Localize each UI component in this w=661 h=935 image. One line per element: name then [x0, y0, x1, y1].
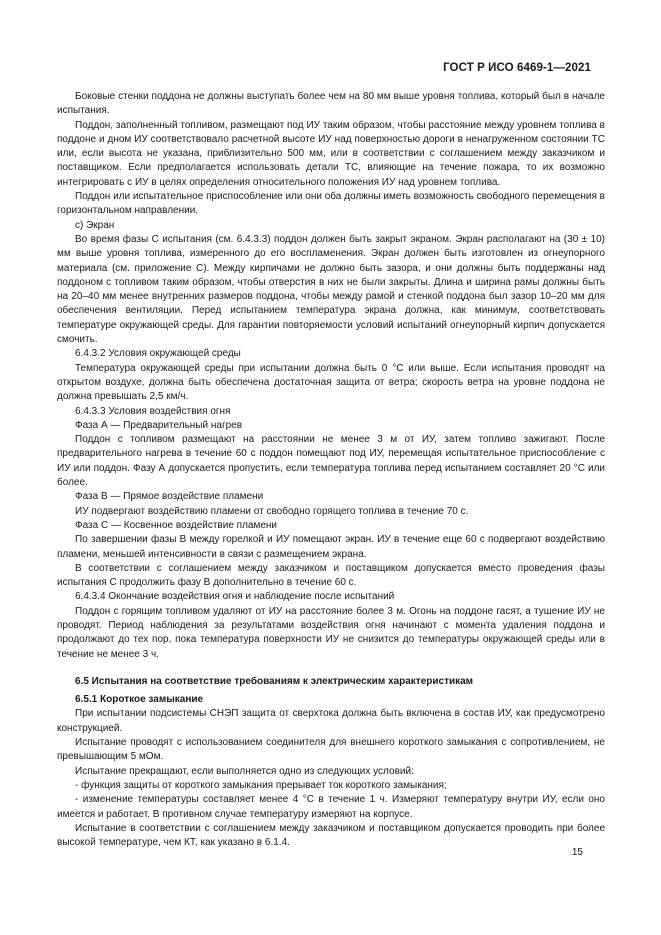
section-heading: 6.5 Испытания на соответствие требованиям к электрическим характеристикам	[75, 675, 474, 687]
paragraph: Температура окружающей среды при испытании должна быть 0 °C или выше. Если испытания проводят на открытом воздухе, должна быть обеспечена достаточная защита от ветра; скорость ветра на уровне поддона не должна превышать 2,5 км/ч.	[57, 362, 605, 403]
subheading: 6.4.3.3 Условия воздействия огня	[75, 405, 231, 417]
paragraph: Поддон с горящим топливом удаляют от ИУ на расстояние более 3 м. Огонь на поддоне гасят, а тушение ИУ не проводят. Период наблюдения за результатами воздействия огня начинают с момента удаления поддона и продолжают до тех пор, пока температура поверхности ИУ не снизится до температуры окружающей среды или в течение не менее 3 ч.	[57, 605, 605, 660]
subheading: c) Экран	[75, 219, 115, 231]
paragraph: Боковые стенки поддона не должны выступать более чем на 80 мм выше уровня топлива, который был в начале испытания.	[57, 91, 605, 117]
subheading: Фаза В — Прямое воздействие пламени	[75, 491, 264, 503]
paragraph: Во время фазы С испытания (см. 6.4.3.3) поддон должен быть закрыт экраном. Экран располагают на (30 ± 10) мм выше уровня топлива, измеренного до его воспламенения. Экран должен быть изготовлен из огнеупорного материала (см. приложение С). Между кирпичами не должно быть зазора, и они должны быть поддержаны над поддоном с топливом таким образом, чтобы отверстия в них не были закрыты. Длина и ширина рамы должны быть на 20–40 мм менее внутренних размеров поддона, чтобы между рамой и стенкой поддона был зазор 10–20 мм для обеспечения вентиляции. Перед испытанием температура экрана должна, как минимум, соответствовать температуре окружающей среды. Для гарантии повторяемости условий испытаний огнеупорный кирпич допускается смочить.	[57, 233, 605, 346]
paragraph: Поддон с топливом размещают на расстоянии не менее 3 м от ИУ, затем топливо зажигают. После предварительного нагрева в течение 60 с поддон помещают под ИУ, перемещая испытательное приспособление с ИУ или поддон. Фазу А допускается пропустить, если температура топлива перед испытанием составляет 20 °C или более.	[57, 434, 605, 489]
subheading: Фаза С — Косвенное воздействие пламени	[75, 519, 278, 531]
list-item: - функция защиты от короткого замыкания прерывает ток короткого замыкания;	[75, 779, 447, 791]
paragraph: По завершении фазы В между горелкой и ИУ помещают экран. ИУ в течение еще 60 с подвергают воздействию пламени, меньшей интенсивности в связи с размещением экрана.	[57, 534, 605, 560]
paragraph: При испытании подсистемы СНЭП защита от сверхтока должна быть включена в состав ИУ, как предусмотрено конструкцией.	[57, 708, 605, 734]
subsection-heading: 6.5.1 Короткое замыкание	[75, 694, 204, 706]
document-body	[57, 90, 605, 850]
paragraph: В соответствии с соглашением между заказчиком и поставщиком допускается вместо проведения фазы испытания С продолжить фазу В дополнительно в течение 60 с.	[57, 562, 605, 589]
subheading: Фаза А — Предварительный нагрев	[75, 419, 243, 431]
subheading: 6.4.3.4 Окончание воздействия огня и наблюдение после испытаний	[75, 591, 395, 603]
paragraph: Поддон или испытательное приспособление или они оба должны иметь возможность свободного перемещения в горизонтальном направлении.	[57, 191, 605, 217]
paragraph: Испытание прекращают, если выполняется одно из следующих условий:	[75, 765, 414, 777]
document-header: ГОСТ Р ИСО 6469-1—2021	[443, 62, 591, 74]
subheading: 6.4.3.2 Условия окружающей среды	[75, 348, 241, 360]
page-number: 15	[571, 847, 583, 858]
paragraph: Поддон, заполненный топливом, размещают под ИУ таким образом, чтобы расстояние между уровнем топлива в поддоне и дном ИУ соответствовало расчетной высоте ИУ над поверхностью дороги в ненагруженном состоянии ТС или, если высота не указана, приблизительно 500 мм, или в соответствии с соглашением между заказчиком и поставщиком. Если предполагается использовать детали ТС, влияющие на течение пожара, то их возможно интегрировать с ИУ в целях определения относительного положения ИУ над уровнем топлива.	[57, 119, 605, 188]
list-item: - изменение температуры составляет менее 4 °C в течение 1 ч. Измеряют температуру внутри ИУ, если оно имеется и работает. В противном случае температуру измеряют на корпусе.	[57, 794, 605, 820]
paragraph: ИУ подвергают воздействию пламени от свободно горящего топлива в течение 70 с.	[75, 505, 469, 517]
paragraph: Испытание в соответствии с соглашением между заказчиком и поставщиком допускается проводить при более высокой температуре, чем КТ, как указано в 6.1.4.	[57, 822, 605, 849]
paragraph: Испытание проводят с использованием соединителя для внешнего короткого замыкания с сопротивлением, не превышающим 5 мОм.	[57, 737, 605, 763]
